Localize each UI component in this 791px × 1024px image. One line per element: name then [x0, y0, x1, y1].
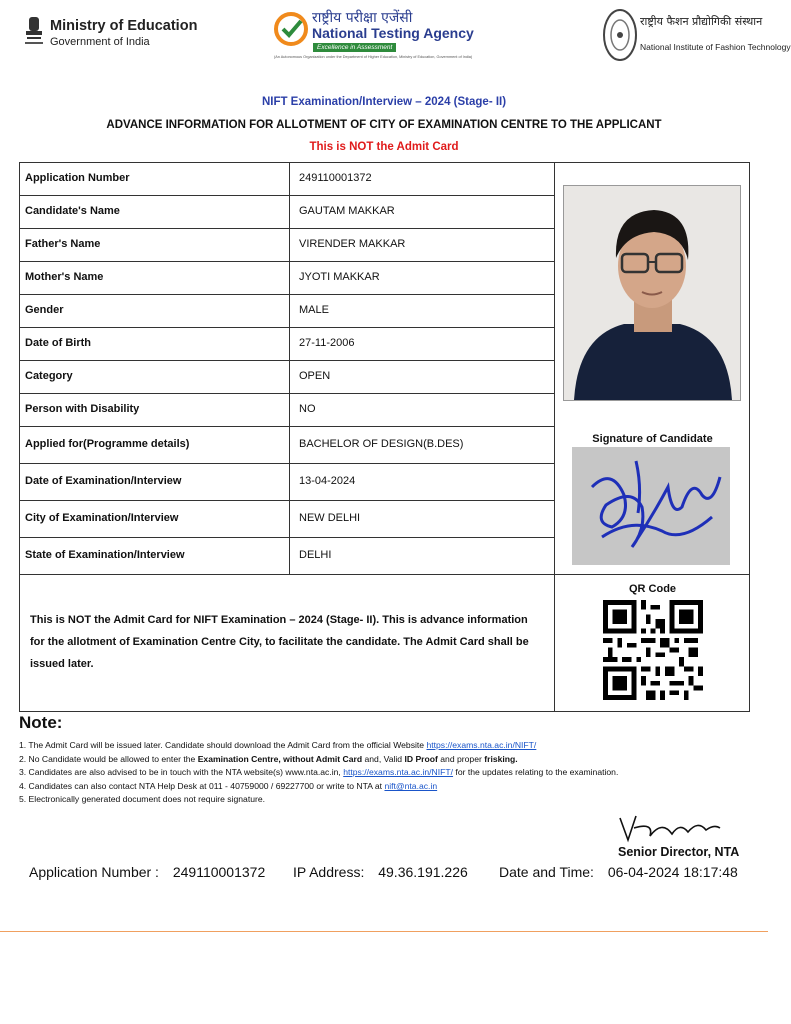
note-text: 3. Candidates are also advised to be in touch with the NTA website(s) www.nta.ac.in, [19, 767, 344, 778]
note-emphasis: Examination Centre, without Admit Card [197, 753, 363, 764]
candidate-details-table [19, 162, 750, 712]
footer-value: 249110001372 [172, 864, 266, 880]
national-emblem-icon [22, 14, 46, 48]
field-value: 27-11-2006 [299, 337, 355, 349]
field-value: GAUTAM MAKKAR [299, 205, 395, 217]
nta-check-icon [274, 12, 308, 46]
field-label: Applied for(Programme details) [25, 438, 190, 450]
senior-director-signature [614, 808, 724, 844]
field-value: DELHI [299, 549, 332, 561]
field-label: City of Examination/Interview [25, 512, 179, 524]
field-value: 249110001372 [299, 172, 372, 184]
note-item [19, 739, 618, 753]
field-value: JYOTI MAKKAR [299, 271, 380, 283]
field-value: BACHELOR OF DESIGN(B.DES) [299, 438, 464, 450]
note-heading: Note: [19, 713, 63, 732]
nift-website-link[interactable]: https://exams.nta.ac.in/NIFT/ [426, 740, 537, 750]
nift-logo [602, 8, 791, 64]
field-label: Candidate's Name [25, 205, 120, 217]
table-row [20, 295, 555, 328]
note-item: 5. Electronically generated document does not require signature. [19, 794, 266, 805]
nift-email-link[interactable]: nift@nta.ac.in [384, 780, 438, 791]
field-label: Date of Birth [25, 337, 91, 349]
candidate-signature [572, 447, 730, 565]
nift-title: National Institute of Fashion Technology [640, 42, 791, 52]
candidate-photo-image [564, 186, 740, 400]
table-row [20, 394, 555, 427]
signature-label: Signature of Candidate [592, 433, 713, 445]
qr-code-label: QR Code [628, 583, 677, 595]
moe-title: Ministry of Education [50, 18, 198, 34]
table-row [20, 464, 555, 501]
field-value: 13-04-2024 [299, 475, 356, 487]
field-value: NO [299, 403, 316, 415]
footer-label: Date and Time: [499, 864, 594, 880]
footer-value: 06-04-2024 18:17:48 [607, 864, 738, 880]
nift-hindi-title: राष्ट्रीय फैशन प्रौद्योगिकी संस्थान [640, 15, 763, 28]
field-value: VIRENDER MAKKAR [299, 238, 406, 250]
field-label: Father's Name [25, 238, 101, 250]
note-emphasis: frisking. [484, 753, 518, 764]
nta-tagline: Excellence in Assessment [313, 43, 396, 52]
note-emphasis: ID Proof [404, 753, 438, 764]
note-text: and, Valid [362, 753, 405, 764]
table-row [20, 229, 555, 262]
note-text: and proper [437, 753, 485, 764]
field-label: Category [25, 370, 73, 382]
row-divider [554, 574, 749, 575]
signature-image [572, 447, 730, 565]
notes-list [19, 739, 618, 807]
ministry-of-education-logo [22, 14, 212, 54]
nta-title: National Testing Agency [312, 25, 474, 41]
nta-hindi-title: राष्ट्रीय परीक्षा एजेंसी [312, 10, 413, 26]
field-label: Person with Disability [25, 403, 140, 415]
table-row [20, 163, 555, 196]
field-label: Date of Examination/Interview [25, 475, 182, 487]
nift-updates-link[interactable]: https://exams.nta.ac.in/NIFT/ [343, 767, 454, 778]
note-item [19, 753, 618, 767]
footer-ip-address [293, 864, 468, 880]
nift-emblem-icon [602, 8, 638, 62]
footer-application-number [29, 864, 265, 880]
note-text: 2. No Candidate would be allowed to enter the [19, 753, 198, 764]
table-row [20, 538, 555, 575]
field-label: State of Examination/Interview [25, 549, 185, 561]
senior-director-label: Senior Director, NTA [618, 845, 740, 859]
table-row [20, 196, 555, 229]
table-row [20, 361, 555, 394]
table-row [20, 262, 555, 295]
footer-label: IP Address: [293, 864, 365, 880]
not-admit-card-warning: This is NOT the Admit Card [309, 141, 459, 153]
moe-subtitle: Government of India [50, 36, 150, 48]
note-item [19, 780, 618, 794]
footer-label: Application Number : [29, 864, 159, 880]
footer-date-time [499, 864, 738, 880]
field-value: NEW DELHI [299, 512, 361, 524]
field-value: MALE [299, 304, 329, 316]
advance-info-heading: ADVANCE INFORMATION FOR ALLOTMENT OF CITY OF EXAMINATION CENTRE TO THE APPLICANT [106, 119, 662, 131]
field-label: Gender [25, 304, 64, 316]
field-label: Mother's Name [25, 271, 104, 283]
qr-code-icon [600, 600, 706, 700]
field-value: OPEN [299, 370, 331, 382]
note-text: 1. The Admit Card will be issued later. Candidate should download the Admit Card from the official Website [19, 740, 427, 750]
table-row [20, 328, 555, 361]
field-label: Application Number [25, 172, 130, 184]
table-row [20, 427, 555, 464]
table-row [20, 501, 555, 538]
note-text: 4. Candidates can also contact NTA Help Desk at 011 - 40759000 / 69227700 or write to NTA at [19, 780, 385, 791]
exam-heading: NIFT Examination/Interview – 2024 (Stage- II) [261, 96, 507, 108]
nta-fine-print: (An Autonomous Organization under the Department of Higher Education, Ministry of Education, Government of India) [274, 55, 473, 59]
candidate-photo [563, 185, 741, 401]
not-admit-card-notice: This is NOT the Admit Card for NIFT Examination – 2024 (Stage- II). This is advance information for the allotment of Examination Centre City, to facilitate the candidate. The Admit Card shall be issued later. [30, 614, 529, 670]
footer-divider [0, 931, 768, 932]
note-text: for the updates relating to the examination. [453, 767, 619, 778]
nta-logo [272, 8, 502, 64]
note-item [19, 766, 618, 780]
footer-value: 49.36.191.226 [378, 864, 468, 880]
